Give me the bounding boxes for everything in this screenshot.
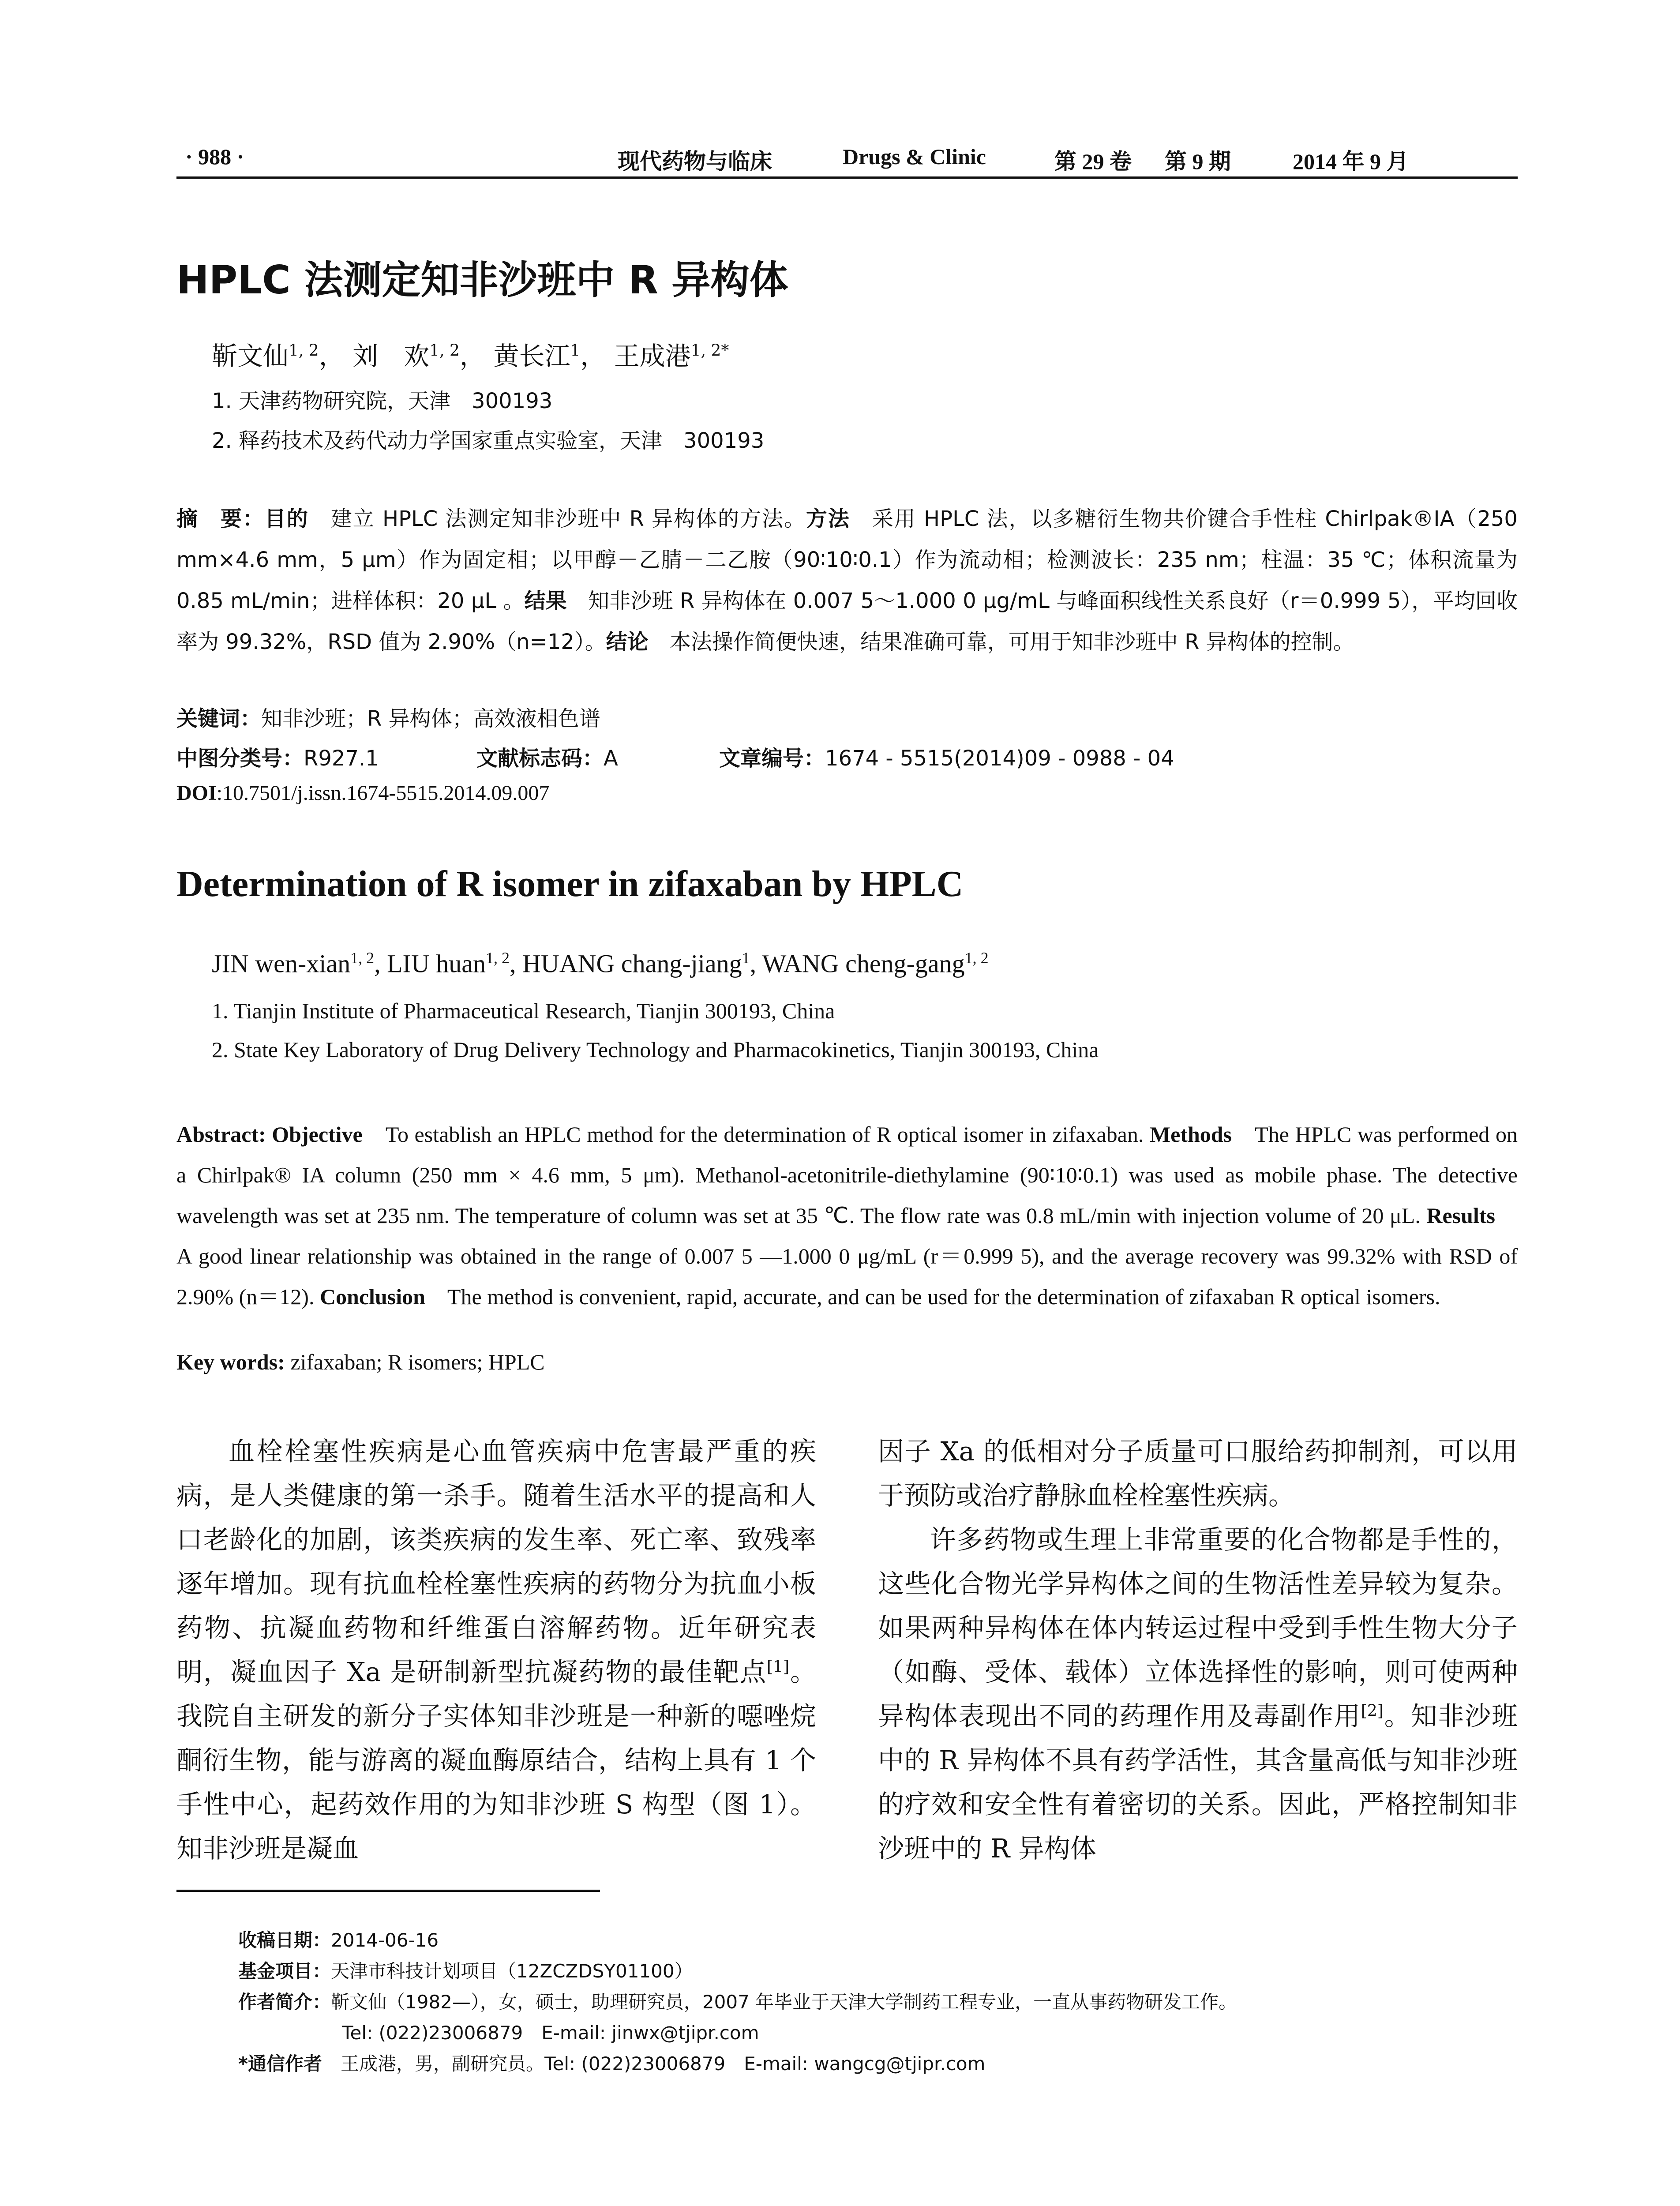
corresponding-author — [238, 2049, 985, 2076]
journal-name-cn: 现代药物与临床 — [618, 149, 772, 174]
methods-text: 采用 HPLC 法，以多糖衍生物共价键合手性柱 Chirlpak®IA（250 mm×4.6 mm，5 μm）作为固定相；以甲醇－乙腈－二乙胺（90∶10∶0.1）作为流动相；检测波长：235 nm；柱温：35 ℃；体积流量为 0.85 mL/min；进样体积：20 μL 。 — [176, 506, 1518, 613]
conclusion-label: Conclusion — [319, 1284, 425, 1309]
methods-text: The HPLC was performed on a Chirlpak® IA column (250 mm × 4.6 mm, 5 μm). Methanol-acetonitrile-diethylamine (90∶10∶0.1) was used as mobile phase. The detective wavelength was set at 235 nm. The temperature of column was set at 35 ℃. The flow rate was 0.8 mL/min with injection volume of 20 μL. — [176, 1122, 1518, 1228]
doi-line — [176, 781, 549, 805]
body-column-right — [878, 1429, 1518, 1871]
doc-code-label: 文献标志码： — [476, 746, 604, 771]
author-affiliation: 1, 2 — [429, 341, 460, 360]
author-affiliation: 1, 2 — [485, 949, 510, 967]
paragraph: 因子 Xa 的低相对分子质量可口服给药抑制剂，可以用于预防或治疗静脉血栓栓塞性疾病。 — [878, 1436, 1518, 1511]
author-name: WANG cheng-gang — [762, 949, 965, 978]
affiliation-en-1: 1. Tianjin Institute of Pharmaceutical Research, Tianjin 300193, China — [212, 998, 835, 1023]
author-name: JIN wen-xian — [212, 949, 351, 978]
doc-code-value: A — [604, 746, 618, 771]
results-label: Results — [1426, 1203, 1495, 1228]
keywords-cn — [176, 702, 600, 732]
results-text: 知非沙班 R 异构体在 0.007 5～1.000 0 μg/mL 与峰面积线性关系良好（r＝0.999 5），平均回收率为 99.32%，RSD 值为 2.90%（n=12）。 — [176, 589, 1518, 654]
keywords-en — [176, 1349, 545, 1375]
publication-date: 2014 年 9 月 — [1293, 149, 1409, 174]
citation[interactable]: [2] — [1361, 1702, 1384, 1720]
paragraph: 血栓栓塞性疾病是心血管疾病中危害最严重的疾病，是人类健康的第一杀手。随着生活水平的提高和人口老龄化的加剧，该类疾病的发生率、死亡率、致残率逐年增加。现有抗血栓栓塞性疾病的药物分为抗血小板药物、抗凝血药物和纤维蛋白溶解药物。近年研究表明，凝血因子 Xa 是研制新型抗凝药物的最佳靶点[1]。我院自主研发的新分子实体知非沙班是一种新的噁唑烷酮衍生物，能与游离的凝血酶原结合，结构上具有 1 个手性中心，起药效作用的为知非沙班 S 构型（图 1）。知非沙班是凝血 — [176, 1436, 816, 1864]
conclusion-text: The method is convenient, rapid, accurate, and can be used for the determination of zifaxaban R optical isomers. — [425, 1284, 1440, 1309]
issue: 第 9 期 — [1165, 149, 1231, 174]
received-date — [238, 1926, 439, 1952]
article-number-label: 文章编号： — [719, 746, 825, 771]
author-bio-value: 靳文仙（1982—），女，硕士，助理研究员，2007 年毕业于天津大学制药工程专业，一直从事药物研发工作。 — [331, 1991, 1238, 2013]
author-affiliation: 1, 2 — [964, 949, 989, 967]
running-header — [176, 140, 1518, 176]
header-rule — [176, 176, 1518, 179]
keywords-text: 知非沙班；R 异构体；高效液相色谱 — [261, 706, 600, 731]
fund-value: 天津市科技计划项目（12ZCZDSY01100） — [331, 1960, 693, 1982]
author-name: 刘 欢 — [352, 341, 430, 371]
author-affiliation: 1 — [570, 341, 581, 360]
title-cn: HPLC 法测定知非沙班中 R 异构体 — [176, 257, 788, 303]
author-contact: Tel: (022)23006879 E-mail: jinwx@tjipr.com — [342, 2022, 759, 2044]
results-label: 结果 — [524, 589, 567, 613]
affiliation-en-2: 2. State Key Laboratory of Drug Delivery Technology and Pharmacokinetics, Tianjin 300193, China — [212, 1037, 1099, 1062]
doi-label: DOI — [176, 781, 217, 805]
author-affiliation: 1, 2 — [350, 949, 375, 967]
author-name: HUANG chang-jiang — [522, 949, 742, 978]
conclusion-label: 结论 — [606, 630, 649, 654]
clc-label: 中图分类号： — [176, 746, 304, 771]
keywords-label: 关键词： — [176, 706, 262, 731]
author-name: LIU huan — [387, 949, 486, 978]
author-affiliation: 1 — [742, 949, 750, 967]
corresponding-value: 王成港，男，副研究员。Tel: (022)23006879 E-mail: wangcg@tjipr.com — [322, 2053, 986, 2075]
received-label: 收稿日期： — [238, 1929, 331, 1951]
objective-text: 建立 HPLC 法测定知非沙班中 R 异构体的方法。 — [308, 506, 806, 531]
doc-code — [476, 741, 618, 772]
page-number: · 988 · — [185, 144, 244, 169]
author-name: 靳文仙 — [212, 341, 289, 371]
article-number-value: 1674 - 5515(2014)09 - 0988 - 04 — [825, 746, 1174, 771]
author-bio-label: 作者简介： — [238, 1991, 331, 2013]
abstract-label: 摘 要： — [176, 506, 265, 531]
volume: 第 29 卷 — [1054, 149, 1132, 174]
author-name: 黄长江 — [493, 341, 570, 371]
author-affiliation: 1, 2* — [690, 341, 729, 360]
footnote-rule — [176, 1890, 600, 1892]
body-column-left — [176, 1429, 816, 1871]
abstract-objective-label: Abstract: Objective — [176, 1122, 363, 1147]
received-value: 2014-06-16 — [331, 1929, 439, 1951]
affiliation-cn-2: 2. 释药技术及药代动力学国家重点实验室，天津 300193 — [212, 428, 765, 453]
methods-label: Methods — [1149, 1122, 1232, 1147]
results-text: A good linear relationship was obtained in the range of 0.007 5 —1.000 0 μg/mL (r＝0.999 5), and the average recovery was 99.32% with RSD of 2.90% (n＝12). — [176, 1203, 1518, 1309]
conclusion-text: 本法操作简便快速，结果准确可靠，可用于知非沙班中 R 异构体的控制。 — [648, 630, 1354, 654]
fund-info — [238, 1957, 693, 1983]
keywords-text: zifaxaban; R isomers; HPLC — [285, 1350, 545, 1374]
objective-label: 目的 — [264, 506, 309, 531]
keywords-label: Key words: — [176, 1350, 285, 1374]
article-number — [719, 741, 1174, 772]
author-name: 王成港 — [614, 341, 691, 371]
objective-text: To establish an HPLC method for the determination of R optical isomer in zifaxaban. — [362, 1122, 1144, 1147]
citation[interactable]: [1] — [767, 1658, 790, 1676]
classification-line — [176, 741, 379, 772]
journal-name-en: Drugs & Clinic — [843, 144, 986, 169]
doi-value[interactable]: :10.7501/j.issn.1674-5515.2014.09.007 — [216, 781, 550, 805]
paragraph: 许多药物或生理上非常重要的化合物都是手性的，这些化合物光学异构体之间的生物活性差异较为复杂。如果两种异构体在体内转运过程中受到手性生物大分子（如酶、受体、载体）立体选择性的影响，则可使两种异构体表现出不同的药理作用及毒副作用[2]。知非沙班中的 R 异构体不具有药学活性，其含量高低与知非沙班的疗效和安全性有着密切的关系。因此，严格控制知非沙班中的 R 异构体 — [878, 1524, 1518, 1864]
methods-label: 方法 — [806, 506, 850, 531]
corresponding-label: *通信作者 — [238, 2053, 322, 2075]
abstract-cn — [176, 499, 1518, 663]
affiliation-cn-1: 1. 天津药物研究院，天津 300193 — [212, 389, 553, 413]
author-affiliation: 1, 2 — [289, 341, 319, 360]
authors-en: JIN wen-xian$^{1, 2}$, LIU huan$^{1, 2}$, HUANG chang-jiang$^1$, WANG cheng-gang$^{1, 2}$ — [212, 949, 989, 978]
title-en: Determination of R isomer in zifaxaban by HPLC — [176, 863, 964, 904]
fund-label: 基金项目： — [238, 1960, 331, 1982]
authors-cn: 靳文仙$^{1, 2}$， 刘 欢$^{1, 2}$， 黄长江$^1$， 王成港$^{1, 2*}$ — [212, 341, 729, 371]
author-bio — [238, 1988, 1237, 2014]
abstract-en — [176, 1114, 1518, 1317]
clc-value: R927.1 — [304, 746, 379, 771]
